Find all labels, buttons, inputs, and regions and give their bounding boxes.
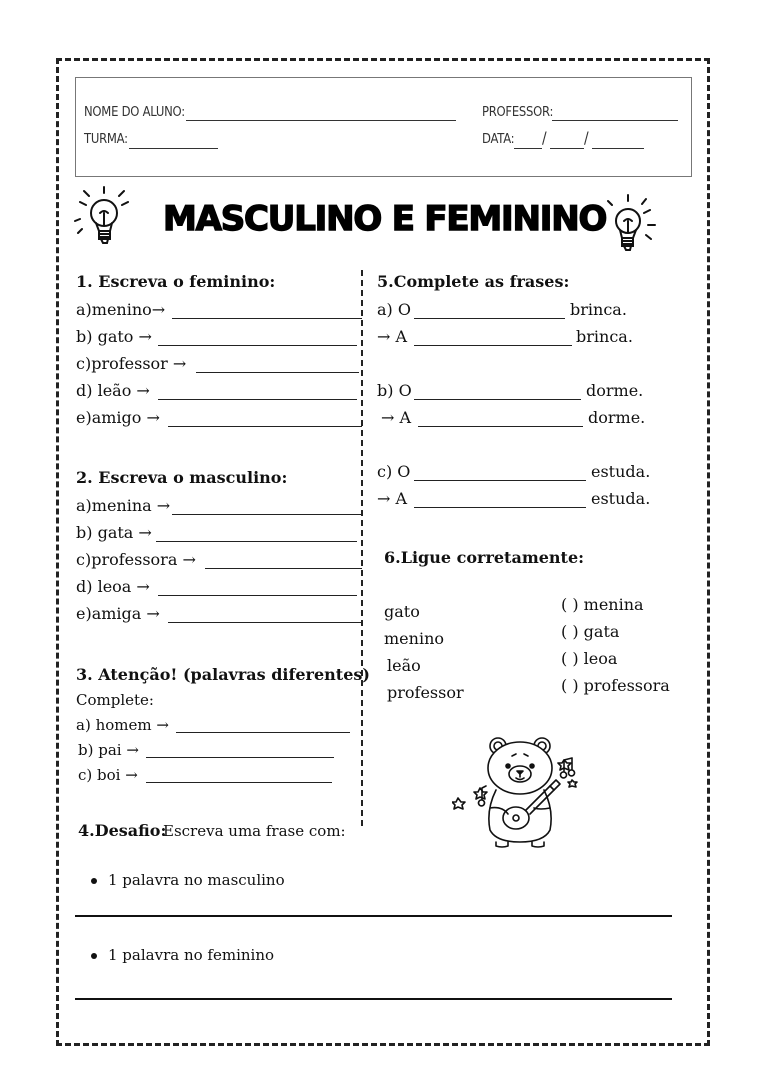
match-right-item[interactable]: ( ) menina	[561, 595, 644, 614]
answer-line[interactable]	[158, 399, 357, 400]
teacher-label: PROFESSOR:	[482, 104, 554, 120]
date-separator: /	[584, 128, 589, 147]
list-item: e)amigo →	[76, 408, 160, 427]
answer-line[interactable]	[414, 399, 581, 400]
bullet-item: 1 palavra no masculino	[108, 871, 285, 889]
section1-heading: 1. Escreva o feminino:	[76, 272, 276, 291]
student-name-label: NOME DO ALUNO:	[84, 104, 185, 120]
answer-line[interactable]	[158, 595, 357, 596]
date-year-field[interactable]	[592, 148, 644, 149]
writing-line[interactable]	[75, 915, 672, 917]
sentence-suffix: estuda.	[591, 462, 651, 481]
section3-heading: 3. Atenção! (palavras diferentes)	[76, 665, 370, 684]
lightbulb-icon	[72, 183, 134, 249]
list-item: d) leão →	[76, 381, 150, 400]
list-item: a)menino→	[76, 300, 166, 319]
list-item: b) gata →	[76, 523, 152, 542]
sentence-suffix: estuda.	[591, 489, 651, 508]
bullet-item: 1 palavra no feminino	[108, 946, 275, 964]
sentence-prefix: → A	[377, 327, 408, 346]
section5-heading: 5.Complete as frases:	[377, 272, 570, 291]
list-item: a) homem →	[76, 716, 169, 734]
date-separator: /	[542, 128, 547, 147]
teacher-field[interactable]	[552, 120, 678, 121]
answer-line[interactable]	[172, 318, 362, 319]
date-label: DATA:	[482, 131, 515, 147]
section2-heading: 2. Escreva o masculino:	[76, 468, 288, 487]
answer-line[interactable]	[146, 757, 334, 758]
list-item: e)amiga →	[76, 604, 160, 623]
class-field[interactable]	[129, 148, 218, 149]
bullet-icon	[91, 878, 97, 884]
list-item: a)menina →	[76, 496, 171, 515]
match-left-item[interactable]: gato	[384, 602, 420, 621]
writing-line[interactable]	[75, 998, 672, 1000]
answer-line[interactable]	[414, 480, 586, 481]
sentence-suffix: dorme.	[588, 408, 646, 427]
answer-line[interactable]	[168, 426, 362, 427]
student-name-field[interactable]	[186, 120, 456, 121]
answer-line[interactable]	[172, 514, 362, 515]
sentence-suffix: brinca.	[570, 300, 627, 319]
sentence-suffix: dorme.	[586, 381, 644, 400]
answer-line[interactable]	[414, 318, 565, 319]
match-left-item[interactable]: menino	[384, 629, 444, 648]
match-left-item[interactable]: leão	[387, 656, 421, 675]
match-left-item[interactable]: professor	[387, 683, 464, 702]
sentence-prefix: b) O	[377, 381, 412, 400]
answer-line[interactable]	[414, 507, 586, 508]
answer-line[interactable]	[414, 345, 572, 346]
student-info-box	[75, 77, 692, 177]
sentence-prefix: a) O	[377, 300, 411, 319]
answer-line[interactable]	[196, 372, 359, 373]
date-month-field[interactable]	[550, 148, 584, 149]
answer-line[interactable]	[156, 541, 357, 542]
sentence-suffix: brinca.	[576, 327, 633, 346]
column-divider	[361, 270, 363, 826]
date-day-field[interactable]	[514, 148, 542, 149]
page-title: MASCULINO E FEMININO	[163, 199, 607, 239]
section4-heading: 4.Desafio:	[78, 821, 167, 840]
list-item: c)professor →	[76, 354, 187, 373]
section4-instruction: Escreva uma frase com:	[163, 822, 346, 840]
match-right-item[interactable]: ( ) professora	[561, 676, 670, 695]
answer-line[interactable]	[205, 568, 362, 569]
answer-line[interactable]	[146, 782, 332, 783]
list-item: d) leoa →	[76, 577, 150, 596]
list-item: b) gato →	[76, 327, 152, 346]
answer-line[interactable]	[158, 345, 357, 346]
bear-guitar-icon	[452, 730, 582, 850]
sentence-prefix: → A	[381, 408, 412, 427]
sentence-prefix: → A	[377, 489, 408, 508]
list-item: c) boi →	[78, 766, 138, 784]
bullet-icon	[91, 953, 97, 959]
sentence-prefix: c) O	[377, 462, 411, 481]
match-right-item[interactable]: ( ) leoa	[561, 649, 618, 668]
section6-heading: 6.Ligue corretamente:	[384, 548, 585, 567]
match-right-item[interactable]: ( ) gata	[561, 622, 620, 641]
answer-line[interactable]	[418, 426, 583, 427]
list-item: b) pai →	[78, 741, 139, 759]
answer-line[interactable]	[168, 622, 362, 623]
lightbulb-icon	[600, 193, 664, 259]
section3-instruction: Complete:	[76, 691, 154, 709]
class-label: TURMA:	[84, 131, 128, 147]
answer-line[interactable]	[176, 732, 350, 733]
list-item: c)professora →	[76, 550, 196, 569]
